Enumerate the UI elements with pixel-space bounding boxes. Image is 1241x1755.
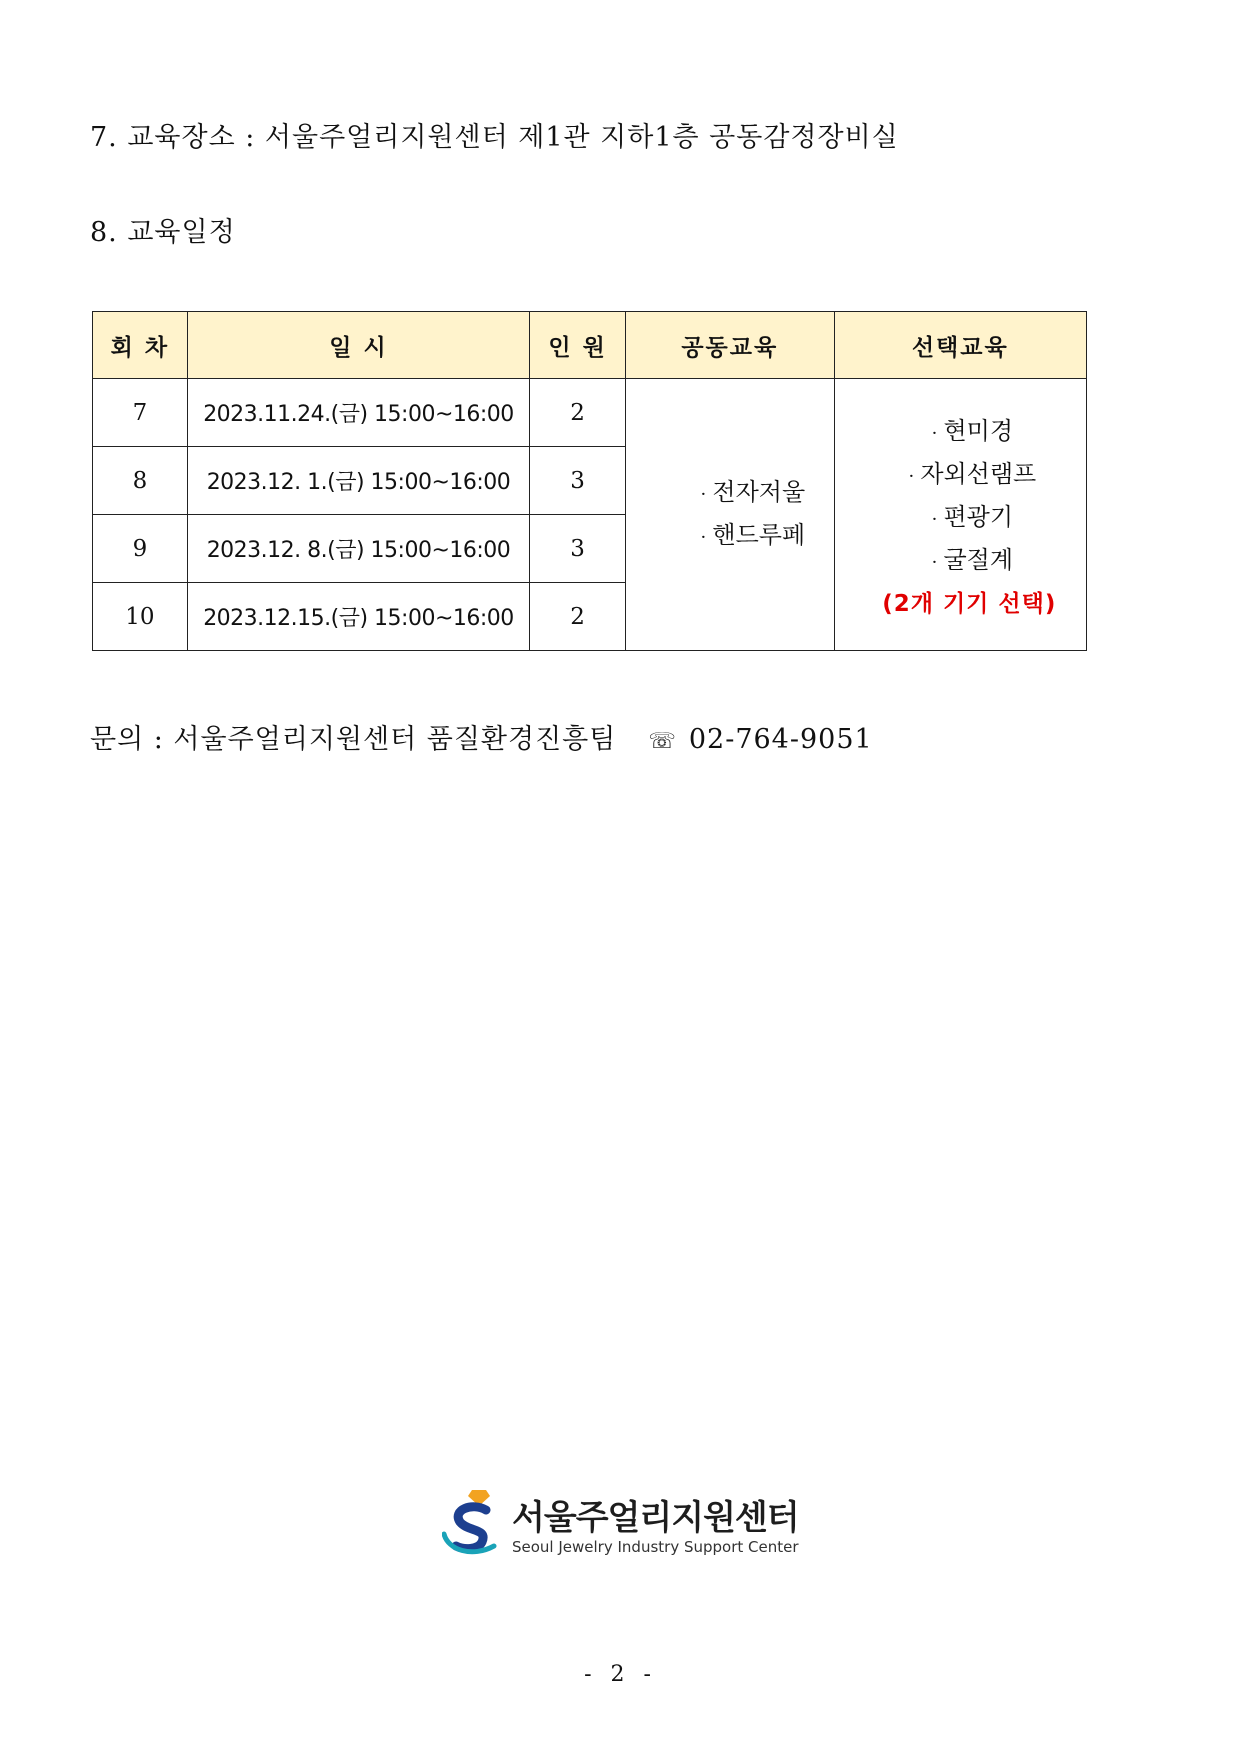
seoul-jewelry-center-logo — [442, 1488, 802, 1568]
contact-label: 문의 : 서울주얼리지원센터 품질환경진흥팀 — [90, 724, 617, 755]
elective-item-label: 굴절계 — [943, 546, 1014, 574]
header-elective-education: 선택교육 — [834, 312, 1086, 379]
elective-education-cell — [834, 379, 1086, 651]
section-7-location: 7. 교육장소 : 서울주얼리지원센터 제1관 지하1층 공동감정장비실 — [90, 122, 899, 153]
contact-line — [90, 717, 873, 756]
bullet-icon: · — [908, 466, 915, 487]
section-8-schedule-heading: 8. 교육일정 — [90, 217, 236, 248]
elective-item-label: 편광기 — [943, 503, 1014, 531]
elective-selection-note: (2개 기기 선택) — [882, 591, 1057, 617]
logo-mark-icon — [442, 1488, 506, 1560]
list-item — [666, 515, 834, 558]
bullet-icon: · — [931, 509, 938, 530]
header-count: 인 원 — [530, 312, 626, 379]
list-item — [853, 497, 1086, 540]
education-schedule-table — [92, 311, 1087, 651]
count-cell: 2 — [530, 379, 626, 447]
date-cell: 2023.12. 8.(금) 15:00~16:00 — [187, 515, 529, 583]
bullet-icon: · — [700, 526, 707, 548]
round-cell: 8 — [93, 447, 188, 515]
page-number: - 2 - — [584, 1662, 657, 1687]
elective-item-label: 현미경 — [943, 417, 1014, 445]
date-cell: 2023.12.15.(금) 15:00~16:00 — [187, 583, 529, 651]
list-item — [853, 411, 1086, 454]
common-education-list — [626, 472, 834, 558]
elective-item-label: 자외선램프 — [920, 460, 1037, 488]
count-cell: 3 — [530, 447, 626, 515]
bullet-icon: · — [931, 423, 938, 444]
round-cell: 9 — [93, 515, 188, 583]
table-row — [93, 379, 1087, 447]
round-cell: 7 — [93, 379, 188, 447]
date-cell: 2023.12. 1.(금) 15:00~16:00 — [187, 447, 529, 515]
list-item — [853, 454, 1086, 497]
logo-name-english: Seoul Jewelry Industry Support Center — [512, 1538, 799, 1556]
count-cell: 3 — [530, 515, 626, 583]
elective-education-list — [835, 411, 1086, 583]
header-common-education: 공동교육 — [625, 312, 834, 379]
date-cell: 2023.11.24.(금) 15:00~16:00 — [187, 379, 529, 447]
common-education-cell — [625, 379, 834, 651]
contact-phone: 02-764-9051 — [688, 724, 873, 755]
telephone-icon: ☏ — [648, 729, 677, 754]
bullet-icon: · — [700, 483, 707, 505]
list-item — [853, 540, 1086, 583]
table-header-row — [93, 312, 1087, 379]
round-cell: 10 — [93, 583, 188, 651]
logo-name-korean: 서울주얼리지원센터 — [512, 1498, 799, 1538]
header-round: 회 차 — [93, 312, 188, 379]
bullet-icon: · — [931, 552, 938, 573]
list-item — [666, 472, 834, 515]
common-item-label: 핸드루페 — [712, 520, 806, 549]
common-item-label: 전자저울 — [712, 477, 806, 506]
header-datetime: 일 시 — [187, 312, 529, 379]
count-cell: 2 — [530, 583, 626, 651]
